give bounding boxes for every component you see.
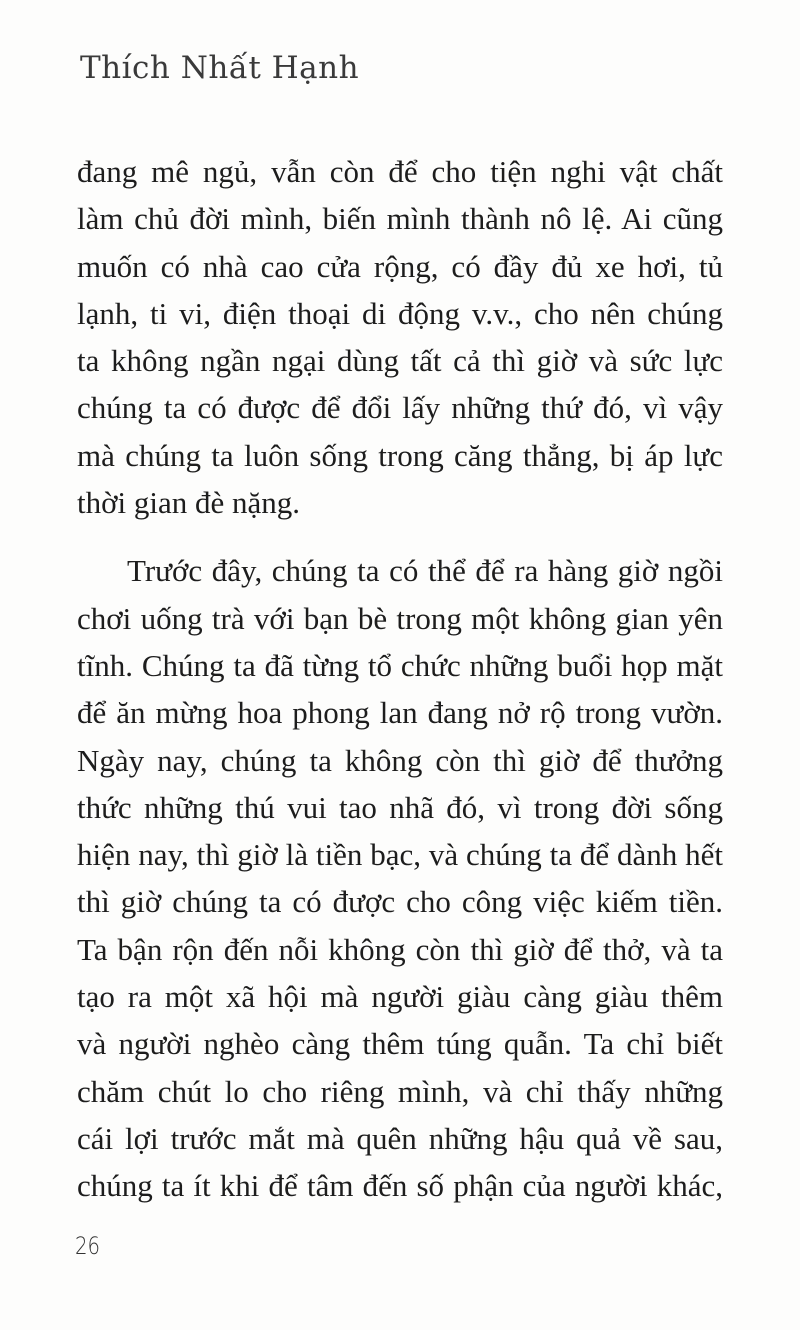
text-line: đang mê ngủ, vẫn còn để cho tiện nghi vật chất <box>77 154 723 189</box>
text-line: thời gian đè nặng. <box>77 485 301 521</box>
text-line: Trước đây, chúng ta có thể để ra hàng giờ ngồi <box>127 553 723 589</box>
text-line: lạnh, ti vi, điện thoại di động v.v., cho nên chúng <box>77 295 723 331</box>
paragraph-gap <box>77 526 723 547</box>
text-line: thức những thú vui tao nhã đó, vì trong đời sống <box>77 789 723 825</box>
text-line: tĩnh. Chúng ta đã từng tổ chức những buổi họp mặt <box>77 647 723 683</box>
text-line: và người nghèo càng thêm túng quẫn. Ta chỉ biết <box>77 1026 723 1062</box>
text-line: muốn có nhà cao cửa rộng, có đầy đủ xe hơi, tủ <box>77 248 723 284</box>
text-line: chúng ta có được để đổi lấy những thứ đó, vì vậy <box>77 390 723 426</box>
running-header-author: Thích Nhất Hạnh <box>80 50 360 86</box>
text-line: cái lợi trước mắt mà quên những hậu quả về sau, <box>77 1120 723 1156</box>
text-line: tạo ra một xã hội mà người giàu càng giàu thêm <box>77 979 723 1015</box>
page-number: 26 <box>75 1232 101 1260</box>
text-line: Ngày nay, chúng ta không còn thì giờ để thưởng <box>77 742 723 778</box>
text-line: Ta bận rộn đến nỗi không còn thì giờ để thở, và ta <box>77 931 723 967</box>
text-line: chúng ta ít khi để tâm đến số phận của người khác, <box>77 1168 723 1204</box>
text-line: thì giờ chúng ta có được cho công việc kiếm tiền. <box>77 884 723 920</box>
text-line: mà chúng ta luôn sống trong căng thẳng, bị áp lực <box>77 437 723 473</box>
text-line: làm chủ đời mình, biến mình thành nô lệ. Ai cũng <box>77 201 723 237</box>
paragraph-2 <box>77 547 723 1209</box>
paragraph-1 <box>77 148 723 526</box>
text-line: để ăn mừng hoa phong lan đang nở rộ trong vườn. <box>77 695 723 731</box>
text-line: hiện nay, thì giờ là tiền bạc, và chúng ta để dành hết <box>77 837 723 873</box>
text-line: chơi uống trà với bạn bè trong một không gian yên <box>77 600 723 636</box>
text-line: chăm chút lo cho riêng mình, và chỉ thấy những <box>77 1073 723 1109</box>
text-line: ta không ngần ngại dùng tất cả thì giờ và sức lực <box>77 343 723 379</box>
body-text <box>77 148 723 1210</box>
